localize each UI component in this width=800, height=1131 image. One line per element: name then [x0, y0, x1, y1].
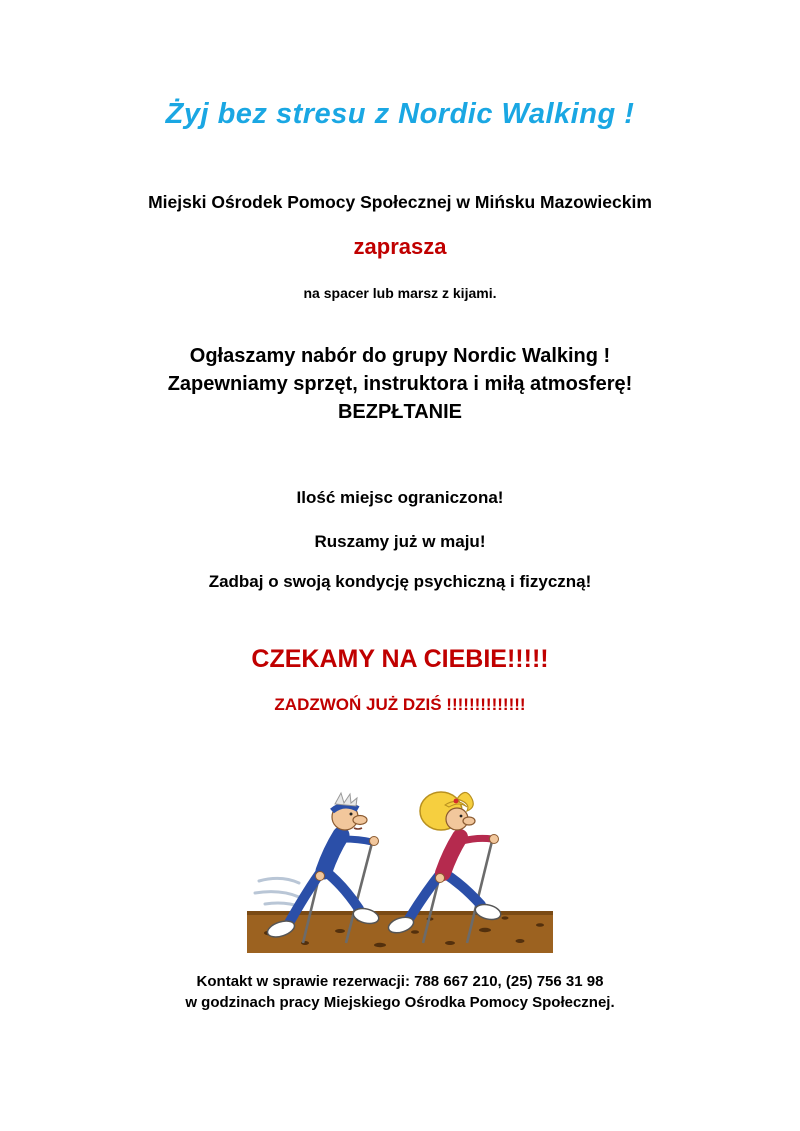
- contact-hours: w godzinach pracy Miejskiego Ośrodka Pomocy Społecznej.: [185, 994, 615, 1011]
- nordic-walkers-image: [245, 773, 555, 955]
- announcement-line-2: Zapewniamy sprzęt, instruktora i miłą atmosferę!: [167, 373, 633, 395]
- organization-name: Miejski Ośrodek Pomocy Społecznej w Mińsku Mazowieckim: [148, 192, 652, 212]
- page-title: Żyj bez stresu z Nordic Walking !: [165, 98, 635, 130]
- cta-subheading: ZADZWOŃ JUŻ DZIŚ !!!!!!!!!!!!!!: [274, 695, 526, 714]
- announcement-line-1: Ogłaszamy nabór do grupy Nordic Walking !: [189, 345, 611, 367]
- speed-lines: [255, 878, 301, 907]
- invitation-text: zaprasza: [353, 234, 447, 259]
- cta-heading: CZEKAMY NA CIEBIE!!!!!: [251, 645, 549, 673]
- announcement-block: [0, 342, 800, 426]
- info-limited-places: Ilość miejsc ograniczona!: [296, 488, 504, 507]
- activity-text: na spacer lub marsz z kijami.: [303, 285, 497, 301]
- illustration-container: [0, 773, 800, 955]
- contact-block: [0, 971, 800, 1013]
- info-condition: Zadbaj o swoją kondycję psychiczną i fizyczną!: [208, 572, 592, 591]
- announcement-line-3: BEZPŁTANIE: [337, 401, 463, 423]
- contact-phones: Kontakt w sprawie rezerwacji: 788 667 210, (25) 756 31 98: [196, 973, 604, 990]
- info-start-date: Ruszamy już w maju!: [314, 532, 486, 551]
